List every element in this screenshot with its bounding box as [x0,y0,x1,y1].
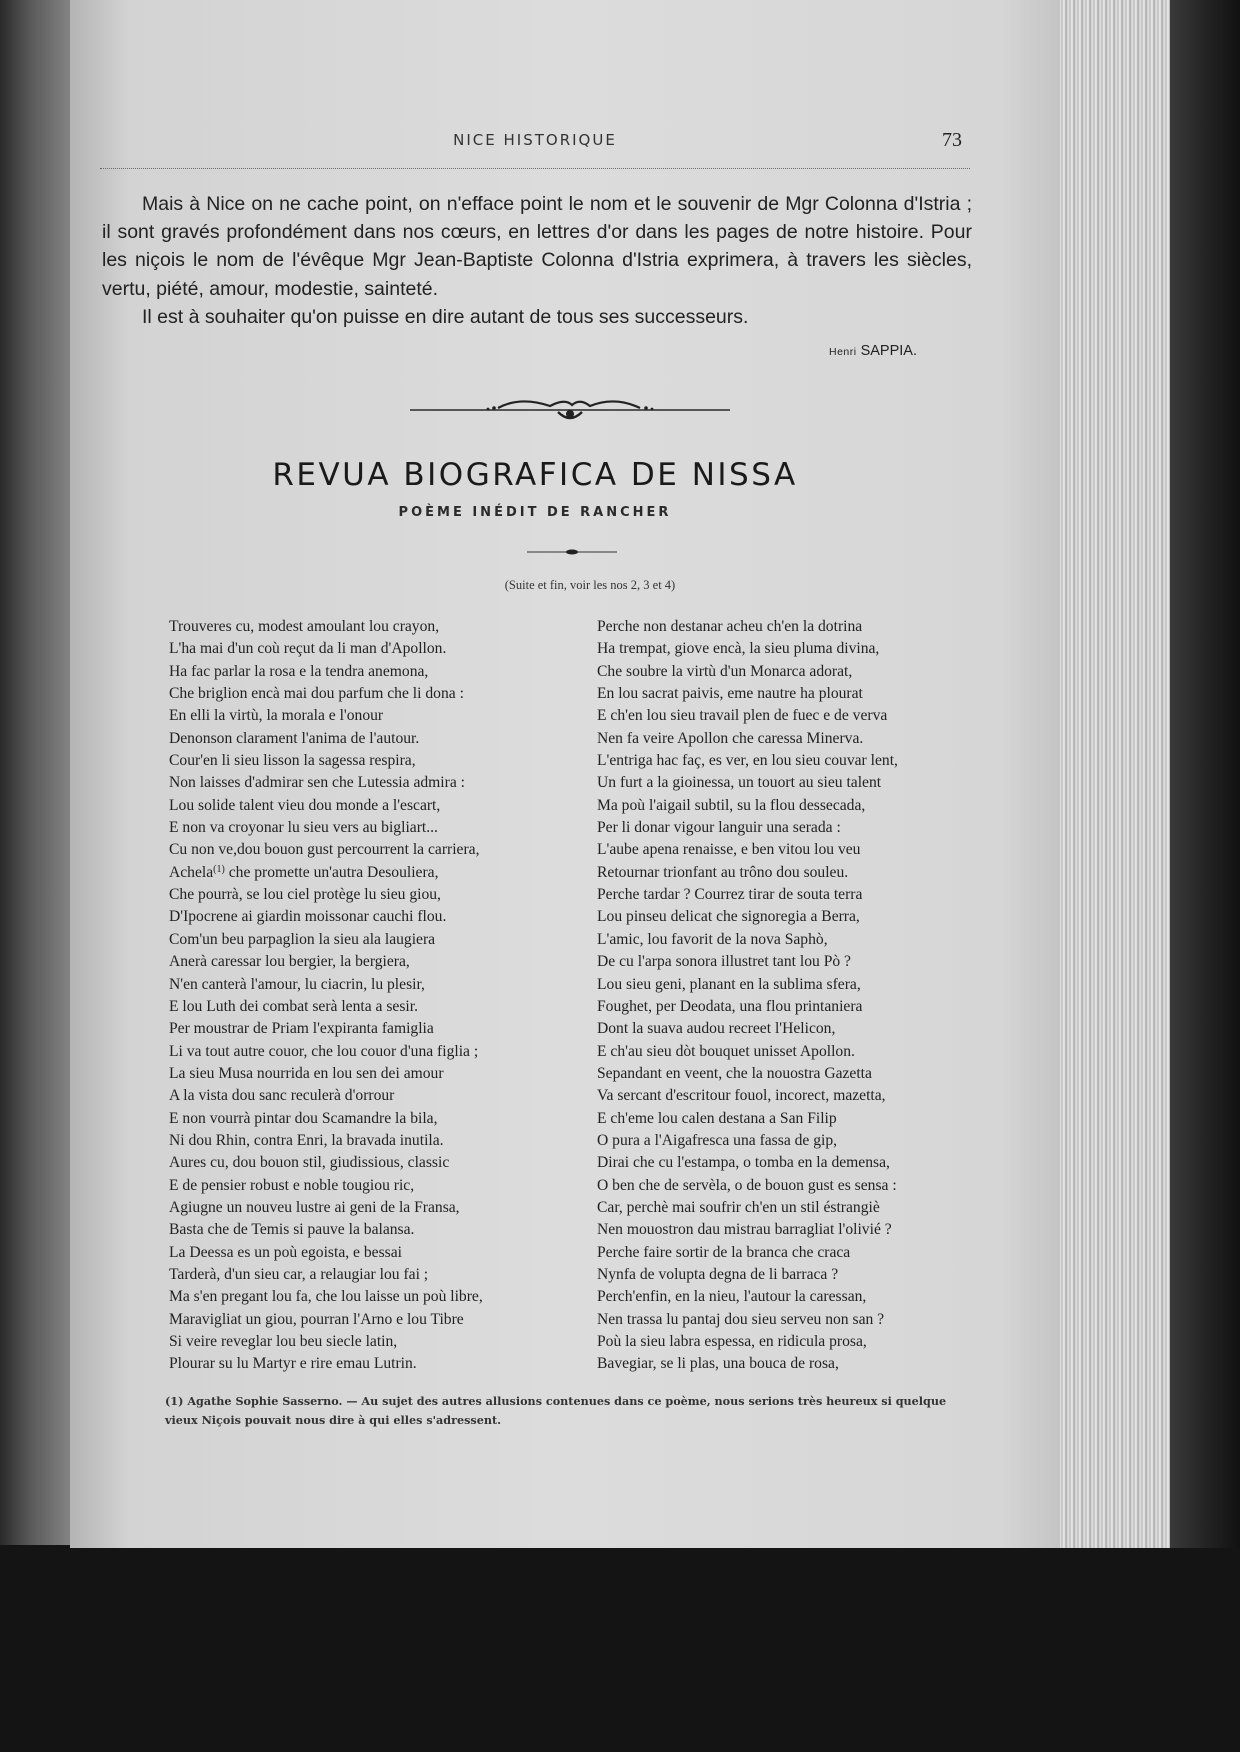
poem-line: Che pourrà, se lou ciel protège lu sieu giou, [169,886,441,904]
poem-line: E ch'en lou sieu travail plen de fuec e de verva [597,707,888,725]
poem-line: Nen trassa lu pantaj dou sieu serveu non san ? [597,1310,885,1328]
intro-prose [102,190,972,331]
poem-line: E lou Luth dei combat serà lenta a sesir. [169,997,418,1015]
article-title: REVUA BIOGRAFICA DE NISSA [272,457,798,493]
poem-line: Lou solide talent vieu dou monde a l'escart, [169,796,441,814]
poem-line: Non laisses d'admirar sen che Lutessia admira : [169,774,465,792]
ornament-divider [410,396,730,430]
poem-line: Nen mouostron dau mistrau barragliat l'olivié ? [597,1221,892,1239]
poem-line: La sieu Musa nourrida en lou sen dei amour [169,1064,444,1082]
poem-line: Bavegiar, se li plas, una bouca de rosa, [597,1355,839,1373]
poem-line: E de pensier robust e noble tougiou ric, [169,1176,415,1194]
poem-line: Che soubre la virtù d'un Monarca adorat, [597,662,853,680]
poem-line: De cu l'arpa sonora illustret tant lou Pò ? [597,953,851,971]
poem-line: Per moustrar de Priam l'expiranta famiglia [169,1020,434,1038]
poem-line: En lou sacrat paivis, eme nautre ha plourat [597,685,863,703]
poem-line: Lou sieu geni, planant en la sublima sfera, [597,975,861,993]
poem-line: L'entriga hac faç, es ver, en lou sieu couvar lent, [597,752,898,770]
poem-line: E ch'eme lou calen destana a San Filip [597,1109,837,1127]
poem-line: Cu non ve,dou bouon gust percourrent la carriera, [169,841,480,859]
poem-line: Nynfa de volupta degna de li barraca ? [597,1265,839,1283]
poem-line: Ha fac parlar la rosa e la tendra anemona, [169,662,429,680]
poem-line: Si veire reveglar lou beu siecle latin, [169,1333,398,1350]
poem-line: O pura a l'Aigafresca una fassa de gip, [597,1131,838,1149]
poem-line: Plourar su lu Martyr e rire emau Lutrin. [169,1355,417,1373]
poem-line: Agiugne un nouveu lustre ai geni de la Fransa, [169,1198,460,1216]
poem-line: Tarderà, d'un sieu car, a relaugiar lou fai ; [169,1265,429,1283]
poem-line: L'ha mai d'un coù reçut da li man d'Apollon. [169,640,447,658]
book-page-edges [1060,0,1170,1548]
poem-line: Perche tardar ? Courrez tirar de souta terra [597,886,863,904]
continuation-note: (Suite et fin, voir les nos 2, 3 et 4) [504,578,676,592]
scan-background-bottom [0,1545,1240,1752]
author-signature [700,343,917,359]
page-number: 73 [942,129,962,151]
book-binding [1170,0,1240,1548]
poem-line: Dirai che cu l'estampa, o tomba en la demensa, [597,1154,890,1172]
article-subtitle: POÈME INÉDIT DE RANCHER [398,505,672,520]
poem-line: Aures cu, dou bouon stil, giudissious, classic [169,1154,450,1172]
poem-line: Dont la suava audou recreet l'Helicon, [597,1020,836,1038]
poem-line: Ma s'en pregant lou fa, che lou laisse un poù libre, [169,1288,483,1306]
poem-line: Car, perchè mai soufrir ch'en un stil éstrangiè [597,1198,880,1216]
poem-line: Anerà caressar lou bergier, la bergiera, [169,953,410,971]
poem-line: Ni dou Rhin, contra Enri, la bravada inutila. [169,1131,444,1149]
running-header [100,128,970,169]
poem-line: A la vista dou sanc reculerà d'orrour [169,1087,395,1105]
poem-line: Achela$^{(1)}$ che promette un'autra Desouliera, [169,863,439,881]
poem-line-continuation: che promette un'autra Desouliera, [224,863,439,881]
poem-line: Lou pinseu delicat che signoregia a Berra, [597,908,860,926]
poem-line: Perch'enfin, en la nieu, l'autour la caressan, [597,1288,867,1306]
poem-line: Basta che de Temis si pauve la balansa. [169,1221,415,1239]
footnote-marker: (1) [165,1394,184,1408]
poem-line: Poù la sieu labra espessa, en ridicula prosa, [597,1333,867,1350]
footnote-text: Agathe Sophie Sasserno. — Au sujet des autres allusions contenues dans ce poème, nous serions très heureux si quelque vieux Niçois pouvait nous dire à qui elles s'adressent. [165,1394,947,1427]
poem-line: Ha trempat, giove encà, la sieu pluma divina, [597,640,880,658]
poem-line: Un furt a la gioinessa, un touort au sieu talent [597,774,882,792]
scan-background-left [0,0,78,1545]
poem-line: Trouveres cu, modest amoulant lou crayon, [169,618,440,635]
poem-line: E non va croyonar lu sieu vers au bigliart... [169,819,438,837]
running-title: NICE HISTORIQUE [453,131,617,149]
poem-column-right [597,616,977,1376]
poem-line: L'amic, lou favorit de la nova Saphò, [597,930,828,948]
poem-line: Perche non destanar acheu ch'en la dotrina [597,618,863,635]
subtitle-rule-ornament [527,549,617,555]
poem-line: L'aube apena renaisse, e ben vitou lou veu [597,841,861,859]
poem-line: Nen fa veire Apollon che caressa Minerva. [597,729,864,747]
poem-line: N'en canterà l'amour, lu ciacrin, lu plesir, [169,975,425,993]
poem-line: Sepandant en veent, che la nouostra Gazetta [597,1064,872,1082]
poem-line: Va sercant d'escritour fouol, incorect, mazetta, [597,1087,886,1105]
poem-line: Ma poù l'aigail subtil, su la flou dessecada, [597,796,866,814]
poem-line: Cour'en li sieu lisson la sagessa respira, [169,752,416,770]
poem-line: Per li donar vigour languir una serada : [597,819,841,837]
poem-line: Che briglion encà mai dou parfum che li dona : [169,685,464,703]
poem-line: Maravigliat un giou, pourran l'Arno e lou Tibre [169,1310,464,1328]
poem-line: Retournar trionfant au trôno dou souleu. [597,863,849,881]
signature-first-name: Henri [828,346,857,358]
poem-line: La Deessa es un poù egoista, e bessai [169,1243,402,1261]
poem-line: E non vourrà pintar dou Scamandre la bila, [169,1109,438,1127]
poem-column-left [169,616,569,1376]
poem-line: En elli la virtù, la morala e l'onour [169,707,384,725]
poem-line: Foughet, per Deodata, una flou printaniera [597,997,863,1015]
intro-paragraph: Il est à souhaiter qu'on puisse en dire autant de tous ses successeurs. [142,305,749,328]
poem-line: Perche faire sortir de la branca che craca [597,1243,851,1261]
poem-line: E ch'au sieu dòt bouquet unisset Apollon. [597,1042,855,1060]
poem-line: O ben che de servèla, o de bouon gust es sensa : [597,1176,897,1194]
poem-line: Li va tout autre couor, che lou couor d'una figlia ; [169,1042,479,1060]
poem-line: D'Ipocrene ai giardin moissonar cauchi flou. [169,908,447,926]
footnote-reference: (1) [213,863,225,875]
footnote [165,1392,975,1430]
signature-last-name: SAPPIA. [860,343,917,359]
poem-line: Com'un beu parpaglion la sieu ala laugiera [169,930,436,948]
poem-line: Denonson clarament l'anima de l'autour. [169,729,420,747]
intro-paragraph: Mais à Nice on ne cache point, on n'efface point le nom et le souvenir de Mgr Colonna d'Istria ; il sont gravés profondément dans nos cœurs, en lettres d'or dans les pages de notre histoire. Pour les niçois le nom de l'évêque Mgr Jean-Baptiste Colonna d'Istria exprimera, à travers les siècles, vertu, piété, amour, modestie, sainteté. [102,193,972,300]
